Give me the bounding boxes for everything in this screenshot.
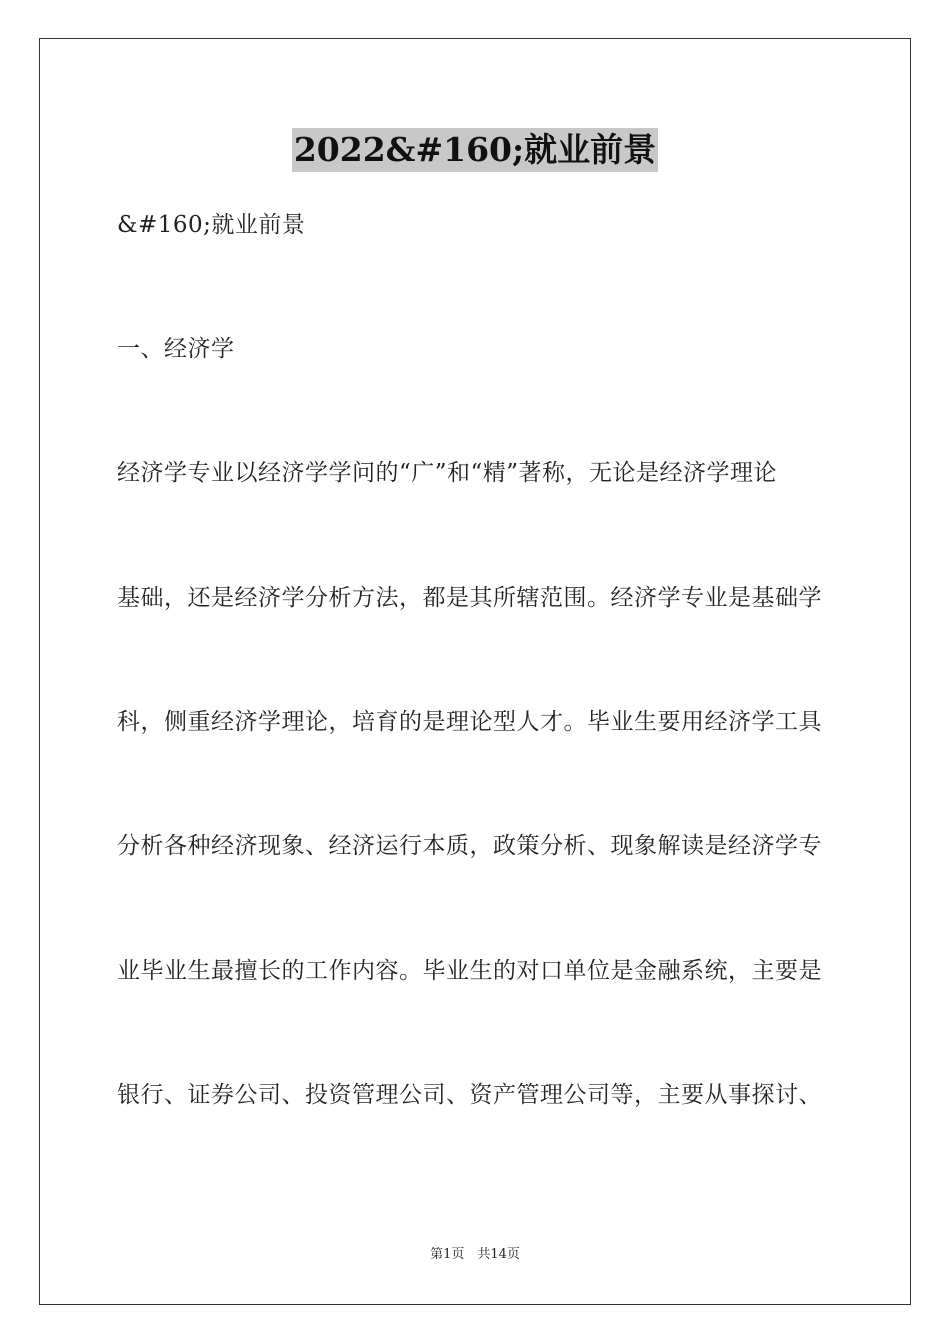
title-container bbox=[0, 128, 950, 172]
paragraph-line: 基础，还是经济学分析方法，都是其所辖范围。经济学专业是基础学 bbox=[117, 585, 822, 611]
paragraph-line: 科，侧重经济学理论，培育的是理论型人才。毕业生要用经济学工具 bbox=[117, 709, 822, 735]
paragraph-line: 银行、证券公司、投资管理公司、资产管理公司等，主要从事探讨、 bbox=[117, 1082, 822, 1108]
page-footer: 第1页 共14页 bbox=[430, 1247, 520, 1262]
subtitle: &#160;就业前景 bbox=[117, 212, 306, 238]
section-heading: 一、经济学 bbox=[117, 336, 235, 362]
paragraph-line: 经济学专业以经济学学问的“广”和“精”著称，无论是经济学理论 bbox=[117, 460, 778, 486]
paragraph-line: 业毕业生最擅长的工作内容。毕业生的对口单位是金融系统，主要是 bbox=[117, 958, 822, 984]
document-title: 2022&#160;就业前景 bbox=[292, 128, 658, 172]
paragraph-line: 分析各种经济现象、经济运行本质，政策分析、现象解读是经济学专 bbox=[117, 833, 822, 859]
